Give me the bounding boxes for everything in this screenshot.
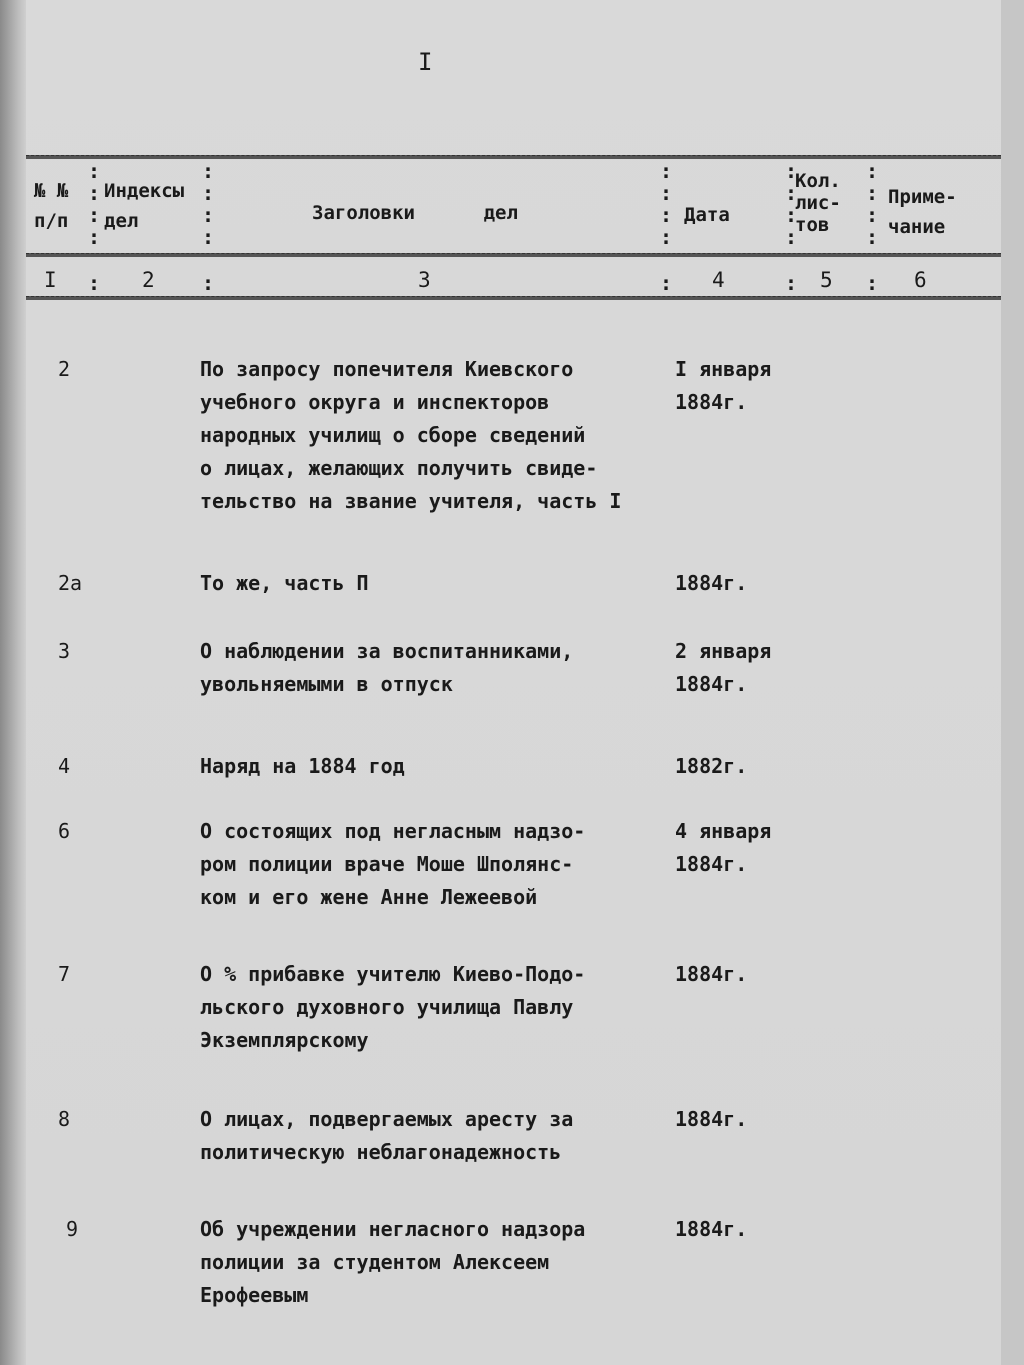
row-date: I января 1884г. (675, 357, 772, 414)
row-number: 2а (58, 571, 83, 595)
row-title: По запросу попечителя Киевского учебного округа и инспекторов народных училищ о сборе сведений о лицах, желающих получить свиде- тельство на звание учителя, часть I (200, 357, 622, 513)
header-number: № № п/п (34, 180, 69, 232)
table-top-rule (26, 155, 1001, 159)
row-number: 2 (58, 357, 71, 381)
column-number-rule (26, 296, 1001, 300)
header-index: Индексы дел (104, 180, 185, 232)
column-separator: : : : : (202, 159, 215, 249)
column-number: 5 (820, 268, 833, 292)
column-number: 3 (418, 268, 431, 292)
column-separator: : (785, 271, 798, 295)
row-title: О наблюдении за воспитанниками, увольняемыми в отпуск (200, 639, 574, 696)
row-number: 3 (58, 639, 71, 663)
column-separator: : : : : (866, 159, 879, 249)
header-rule (26, 253, 1001, 257)
row-title: О % прибавке учителю Киево-Подо- льского духовного училища Павлу Экземплярскому (200, 962, 586, 1052)
column-separator: : (660, 271, 673, 295)
column-number: 2 (142, 268, 155, 292)
column-separator: : : : : (660, 159, 673, 249)
column-separator: : (202, 271, 215, 295)
column-separator: : : : : (88, 159, 101, 249)
row-date: 1884г. (675, 1217, 748, 1241)
row-number: 7 (58, 962, 71, 986)
column-number: 4 (712, 268, 725, 292)
row-title: О лицах, подвергаемых аресту за политическую неблагонадежность (200, 1107, 574, 1164)
row-title: О состоящих под негласным надзо- ром полиции враче Моше Шполянс- ком и его жене Анне Лежеевой (200, 819, 586, 909)
row-date: 2 января 1884г. (675, 639, 772, 696)
row-number: 6 (58, 819, 71, 843)
row-title: То же, часть П (200, 571, 369, 595)
column-separator: : (866, 271, 879, 295)
binding-edge (0, 0, 26, 1365)
column-number: 6 (914, 268, 927, 292)
row-title: Наряд на 1884 год (200, 754, 405, 778)
row-date: 4 января 1884г. (675, 819, 772, 876)
row-number: 9 (66, 1217, 79, 1241)
header-title: Заголовки дел (312, 202, 518, 224)
row-number: 8 (58, 1107, 71, 1131)
page-number: I (418, 48, 433, 76)
row-date: 1884г. (675, 1107, 748, 1131)
column-number: I (44, 268, 57, 292)
row-date: 1884г. (675, 962, 748, 986)
column-separator: : (88, 271, 101, 295)
row-title: Об учреждении негласного надзора полиции за студентом Алексеем Ерофеевым (200, 1217, 586, 1307)
header-sheets: Кол. лис- тов (795, 170, 841, 236)
header-date: Дата (684, 204, 730, 226)
row-date: 1884г. (675, 571, 748, 595)
column-separator: : : : : (785, 159, 798, 249)
row-date: 1882г. (675, 754, 748, 778)
row-number: 4 (58, 754, 71, 778)
header-notes: Приме- чание (888, 186, 957, 238)
page-margin (1001, 0, 1024, 1365)
